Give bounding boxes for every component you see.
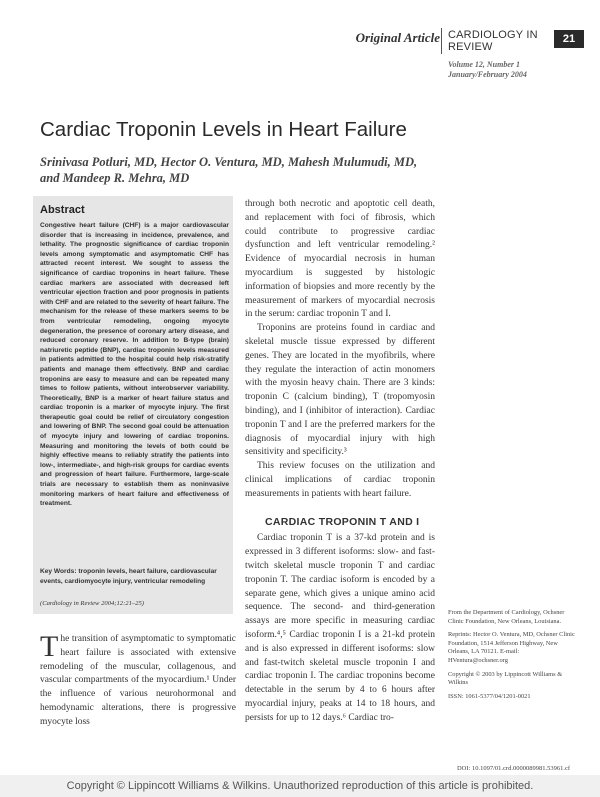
paragraph: through both necrotic and apoptotic cell death, and replacement with foci of fibrosis, which could contribute to progressive cardiac dysfunction and left ventricular remodeling.² Evidence of myocardial necrosis in human myocardium is suggested by histologic information of biopsies and more recently by the measurement of markers of myocardial necrosis in the serum: cardiac troponin T and I.: [245, 199, 435, 320]
journal-name: CARDIOLOGY IN REVIEW: [448, 29, 538, 53]
doi: DOI: 10.1097/01.crd.0000089981.53961.cf: [456, 765, 570, 772]
abstract-body: Congestive heart failure (CHF) is a major cardiovascular disorder that is increasing in incidence, prevalence, and lethality. The prognostic significance of cardiac troponin levels among symptomatic and asymptomatic CHF has attracted recent interest. We sought to assess the significance of cardiac troponins in heart failure. These cardiac markers are associated with decreased left ventricular ejection fraction and poor prognosis in patients with CHF and are related to the severity of heart failure. The mechanism for the release of these markers seems to be from ventricular remodeling, ongoing myocyte degeneration, the presence of coronary artery disease, and reduced coronary reserve. In addition to B-type (brain) natriuretic peptide (BNP), cardiac troponin levels measured in patients admitted to the hospital could help risk-stratify patients and manage them effectively. BNP and cardiac troponins are easy to measure and can be repeated many times to follow patients, without interobserver variability. Theoretically, BNP is a marker of heart failure status and cardiac troponin is a marker of myocyte injury. The first therapeutic goal could be relief of circulatory congestion and lowering of BNP. The second goal could be attenuation of myocyte injury and lowering of cardiac troponins. Measuring and monitoring the levels of both could be highly effective means to reliably stratify the patients into low-, intermediate-, and high-risk groups for cardiac events and progression of heart failure. Furthermore, large-scale trials are necessary to establish them as noninvasive monitoring markers of heart failure and effectiveness of treatment.: [40, 222, 229, 508]
paragraph: This review focuses on the utilization and clinical implications of cardiac troponin measurements in patients with heart failure.: [245, 461, 435, 499]
header-divider: [441, 28, 442, 54]
volume-info: [448, 60, 527, 80]
citation: (Cardiology in Review 2004;12:21–25): [40, 600, 144, 607]
intro-paragraph: [40, 630, 236, 730]
issn: ISSN: 1061-5377/04/1201-0021: [448, 692, 531, 700]
article-type-label: Original Article: [355, 30, 440, 45]
copyright-banner: Copyright © Lippincott Williams & Wilkins. Unauthorized reproduction of this article is prohibited.: [0, 775, 600, 797]
article-title: Cardiac Troponin Levels in Heart Failure: [40, 118, 407, 141]
issue-date: January/February 2004: [448, 70, 527, 79]
reprints-info: Reprints: Hector O. Ventura, MD, Ochsner Clinic Foundation, 1514 Jefferson Highway, New Orleans, LA 70121. E-mail: HVentura@ochsner.org: [448, 631, 575, 664]
volume-number: Volume 12, Number 1: [448, 60, 521, 69]
author-list: Srinivasa Potluri, MD, Hector O. Ventura, MD, Mahesh Mulumudi, MD, and Mandeep R. Mehra, MD: [40, 155, 418, 185]
keywords: Key Words: troponin levels, heart failure, cardiovascular events, cardiomyocyte injury, ventricular remodeling: [40, 568, 217, 585]
section-heading: CARDIAC TROPONIN T AND I: [265, 515, 420, 528]
page-number-badge: 21: [554, 30, 584, 48]
copyright-note: Copyright © 2003 by Lippincott Williams & Wilkins: [448, 670, 563, 687]
body-column-2: [245, 198, 435, 725]
paragraph: Troponins are proteins found in cardiac and skeletal muscle tissue expressed by different genes. They are located in the myofibrils, where they regulate the interaction of actin monomers with the myosin heavy chain. There are 3 kinds: troponin C (calcium binding), T (tropomyosin binding), and I (inhibitor of interaction). Cardiac troponin T and I are the preferred markers for the diagnosis of myocardial injury with high sensitivity and specificity.³: [245, 323, 435, 458]
paragraph: Cardiac troponin T is a 37-kd protein and is expressed in 3 different isoforms: slow- and fast-twitch skeletal muscle troponin T and cardiac troponin T. The cardiac isoform is encoded by a separate gene, which gives a unique amino acid sequence. The second- and third-generation assays are more specific in measuring cardiac isoform.⁴,⁵ Cardiac troponin I is a 21-kd protein and is also expressed in different isoforms: slow and fast-twitch skeletal muscle troponin I and cardiac troponin I. The cardiac troponins become detectable in the serum by 4 to 6 hours after myocardial injury, peaks at 14 to 18 hours, and persists for up to 12 days.⁶ Cardiac tro-: [245, 533, 435, 723]
intro-text: he transition of asymptomatic to symptomatic heart failure is associated with extensive remodeling of the muscular, collagenous, and vascular compartments of the myocardium.¹ Under the influence of various neurohormonal and hemodynamic alterations, there is progressive myocyte loss: [40, 634, 236, 727]
sidebar-notes: [448, 609, 576, 706]
abstract-heading: Abstract: [40, 204, 85, 216]
affiliation: From the Department of Cardiology, Ochsner Clinic Foundation, New Orleans, Louisiana.: [448, 609, 565, 625]
drop-cap: T: [40, 630, 59, 663]
